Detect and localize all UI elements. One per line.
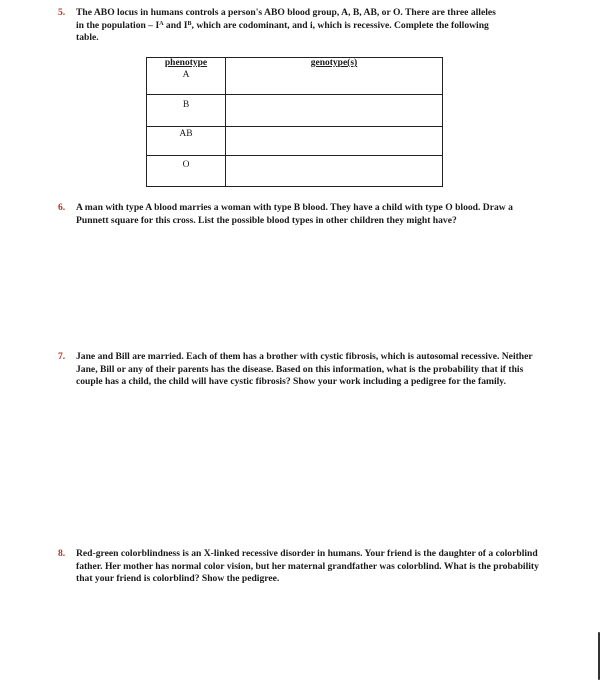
question-7: [58, 351, 548, 389]
text-fragment: in the population – I: [76, 19, 160, 31]
text-fragment: , which are codominant, and i, which is recessive. Complete the following: [191, 19, 489, 31]
question-6: [58, 202, 538, 227]
genotype-cell[interactable]: [226, 156, 443, 187]
question-line: The ABO locus in humans controls a person's ABO blood group, A, B, AB, or O. There are three alleles: [76, 7, 496, 18]
phenotype-cell: B: [147, 95, 226, 127]
genotype-cell[interactable]: [226, 127, 443, 156]
table-row: [147, 156, 443, 187]
question-line: [76, 20, 548, 33]
table-row: [147, 95, 443, 127]
superscript: B: [187, 20, 192, 27]
table-row: [147, 127, 443, 156]
question-text: A man with type A blood marries a woman with type B blood. They have a child with type O blood. Draw a Punnett square for this cross. List the possible blood types in other children they might have?: [76, 202, 513, 226]
question-text: [76, 7, 548, 45]
question-text: Red-green colorblindness is an X-linked recessive disorder in humans. Your friend is the daughter of a colorblind father. Her mother has normal color vision, but her maternal grandfather was colorblind. What is the probability that your friend is colorblind? Show the pedigree.: [76, 548, 539, 585]
genotype-cell[interactable]: [226, 95, 443, 127]
question-number: 5.: [58, 7, 66, 18]
scrollbar[interactable]: [598, 632, 600, 680]
table-row: [147, 70, 443, 95]
phenotype-cell: A: [147, 70, 226, 95]
blood-type-table: [146, 57, 443, 187]
phenotype-header: phenotype: [147, 58, 226, 71]
genotype-header: genotype(s): [226, 58, 443, 71]
question-8: [58, 548, 553, 586]
text-fragment: and I: [163, 19, 188, 31]
genotype-cell[interactable]: [226, 70, 443, 95]
question-number: 7.: [58, 351, 66, 362]
question-number: 6.: [58, 202, 66, 213]
question-5: [58, 7, 548, 45]
question-line: table.: [76, 32, 99, 44]
superscript: A: [159, 20, 164, 27]
phenotype-cell: O: [147, 156, 226, 187]
question-number: 8.: [58, 548, 66, 559]
question-text: Jane and Bill are married. Each of them has a brother with cystic fibrosis, which is autosomal recessive. Neither Jane, Bill or any of their parents has the disease. Based on this information, what is the probability that if this couple has a child, the child will have cystic fibrosis? Show your work including a pedigree for the family.: [76, 351, 533, 388]
phenotype-cell: AB: [147, 127, 226, 156]
